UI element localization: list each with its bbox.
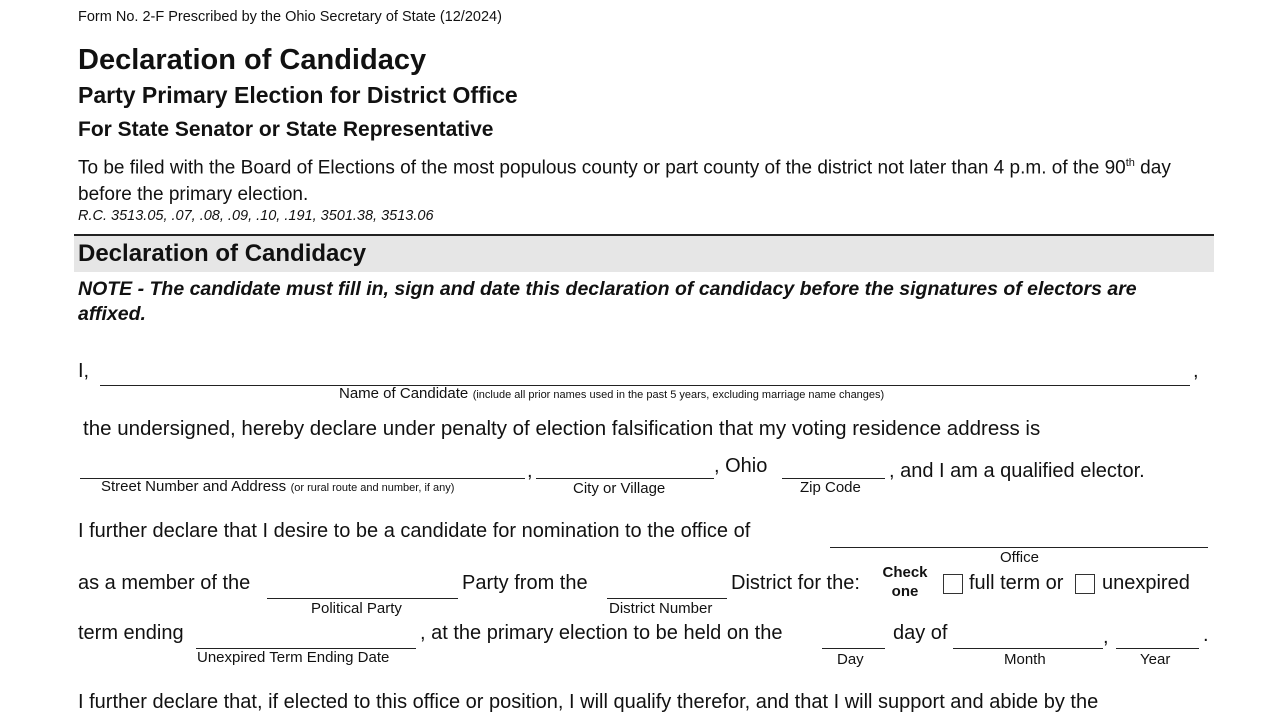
form-number: Form No. 2-F Prescribed by the Ohio Secretary of State (12/2024): [78, 9, 502, 25]
year-period: .: [1203, 624, 1209, 646]
name-caption-note: (include all prior names used in the past 5 years, excluding marriage name changes): [472, 389, 885, 401]
year-caption: Year: [1140, 651, 1171, 668]
declare-text: the undersigned, hereby declare under penalty of election falsification that my voting residence address is: [83, 417, 1041, 440]
qualify-text: I further declare that, if elected to this office or position, I will qualify therefor, and that I will support and abide by the: [78, 691, 1099, 713]
page-subtitle: Party Primary Election for District Office: [78, 82, 518, 108]
ohio-text: , Ohio: [714, 455, 768, 477]
filing-instructions: [78, 150, 1218, 208]
statute-references: R.C. 3513.05, .07, .08, .09, .10, .191, 3501.38, 3513.06: [78, 208, 434, 224]
unexpired-date-caption: Unexpired Term Ending Date: [197, 649, 390, 666]
election-month-field[interactable]: [953, 648, 1103, 649]
street-comma: ,: [527, 460, 533, 482]
month-comma: ,: [1103, 626, 1109, 648]
check-one-label: Check one: [882, 564, 928, 600]
street-caption: [101, 478, 454, 496]
member-of-text: as a member of the: [78, 572, 251, 594]
unexpired-term-checkbox[interactable]: [1075, 574, 1095, 594]
primary-election-text: , at the primary election to be held on the: [420, 622, 783, 644]
district-number-field[interactable]: [607, 598, 727, 599]
street-caption-note: (or rural route and number, if any): [290, 482, 455, 494]
office-type-heading: For State Senator or State Representative: [78, 118, 494, 141]
section-title: Declaration of Candidacy: [78, 240, 367, 267]
party-from-text: Party from the: [462, 572, 588, 594]
page-title: Declaration of Candidacy: [78, 44, 427, 76]
unexpired-label: unexpired: [1102, 572, 1190, 594]
day-of-text: day of: [893, 622, 948, 644]
election-year-field[interactable]: [1116, 648, 1199, 649]
district-for-text: District for the:: [731, 572, 860, 594]
district-number-caption: District Number: [609, 600, 713, 617]
political-party-caption: Political Party: [311, 600, 402, 617]
name-caption-main: Name of Candidate: [339, 385, 469, 402]
city-field[interactable]: [536, 478, 714, 479]
month-caption: Month: [1004, 651, 1046, 668]
candidate-note: NOTE - The candidate must fill in, sign and date this declaration of candidacy before the signatures of electors are affixed.: [78, 278, 1137, 325]
intro-part-2: day before the primary election.: [78, 157, 1171, 206]
intro-part-1: To be filed with the Board of Elections of the most populous county or part county of the district not later than 4 p.m. of the 90: [78, 157, 1126, 179]
zip-caption: Zip Code: [800, 479, 861, 496]
full-term-checkbox[interactable]: [943, 574, 963, 594]
election-day-field[interactable]: [822, 648, 885, 649]
political-party-field[interactable]: [267, 598, 458, 599]
street-caption-main: Street Number and Address: [101, 478, 287, 495]
day-caption: Day: [837, 651, 864, 668]
office-field[interactable]: [830, 547, 1208, 548]
desire-text: I further declare that I desire to be a candidate for nomination to the office of: [78, 520, 751, 542]
name-caption: [339, 385, 884, 403]
term-ending-text: term ending: [78, 622, 184, 644]
intro-superscript: th: [1125, 157, 1135, 169]
i-label: I,: [78, 360, 90, 382]
name-trailing-comma: ,: [1193, 360, 1199, 382]
full-term-label: full term or: [969, 572, 1064, 594]
city-caption: City or Village: [573, 480, 666, 497]
office-caption: Office: [1000, 549, 1039, 566]
qualified-elector-text: , and I am a qualified elector.: [889, 460, 1145, 482]
